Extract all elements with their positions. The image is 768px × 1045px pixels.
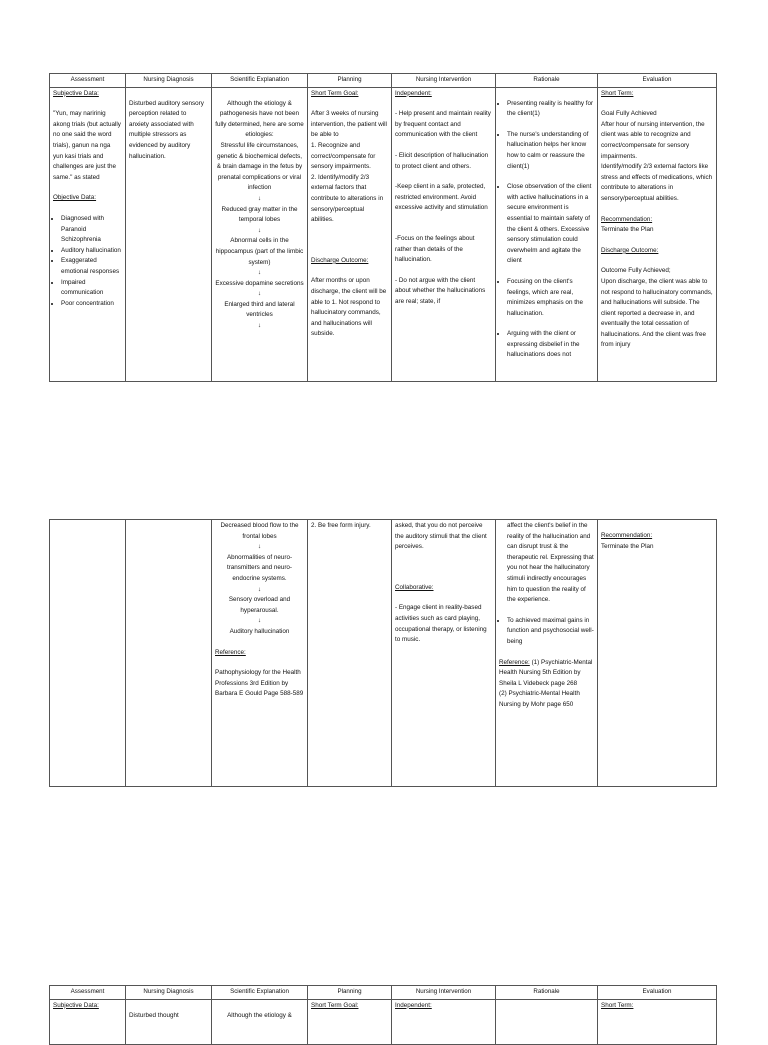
short-term-goal-item: 2. Identify/modify 2/3 external factors that contribute to alterations in sensory/perceptual abilities. [311, 173, 384, 224]
recommendation-text: Terminate the Plan [601, 226, 654, 234]
header-rationale: Rationale [496, 986, 598, 1000]
reference-text: (1) Psychiatric-Mental Health Nursing 5th Edition by Sheila L Videbeck page 268 [499, 658, 593, 687]
table-row [50, 999, 717, 1044]
evaluation-cell [598, 520, 717, 787]
planning-item: 2. Be free form injury. [311, 522, 371, 529]
explanation-intro: Although the etiology & [227, 1011, 292, 1019]
discharge-outcome-label: Discharge Outcome: [311, 256, 369, 264]
arrow-down-icon: ↓ [257, 290, 262, 298]
arrow-down-icon: ↓ [257, 226, 262, 234]
collaborative-text: - Engage client in reality-based activities such as card playing, occupational therapy, or listening to music. [395, 604, 487, 644]
diagnosis-cell [126, 87, 212, 381]
short-term-goal-item: 1. Recognize and correct/compensate for sensory impairments. [311, 141, 376, 171]
explanation-cell [212, 520, 308, 787]
header-assessment: Assessment [50, 986, 126, 1000]
recommendation-label: Recommendation: [601, 215, 653, 223]
explanation-step: Auditory hallucination [229, 627, 290, 635]
explanation-step: Abnormalities of neuro-transmitters and neuro-endocrine systems. [226, 553, 293, 582]
subjective-data-label: Subjective Data: [53, 1001, 99, 1009]
explanation-step: Abnormal cells in the hippocampus (part of the limbic system) [215, 237, 304, 266]
diagnosis-cell [126, 520, 212, 787]
list-item: • Focusing on the client's feelings, which are real, minimizes emphasis on the hallucination. [507, 277, 594, 319]
short-term-text-2: Identify/modify 2/3 external factors like stress and effects of medications, which contribute to alterations in sensory/perceptual abilities. [601, 163, 713, 202]
short-term-label: Short Term: [601, 1001, 634, 1009]
explanation-etiology: Stressful life circumstances, genetic & biochemical defects, & brain damage in the fetus by prenatal complications or viral infection [216, 141, 303, 192]
explanation-cell [212, 999, 308, 1044]
intervention-cell [392, 999, 496, 1044]
intervention-item: - Do not argue with the client about whether the hallucinations are real; state, if [395, 276, 486, 305]
header-assessment: Assessment [50, 74, 126, 88]
short-term-text: After hour of nursing intervention, the client was able to recognize and correct/compensate for sensory impairments. [601, 120, 705, 160]
evaluation-cell [598, 999, 717, 1044]
nursing-diagnosis-text: Disturbed auditory sensory perception related to anxiety associated with multiple stressors as evidenced by auditory hallucination. [129, 99, 204, 160]
explanation-step: Reduced gray matter in the temporal lobes [221, 205, 298, 224]
independent-label: Independent: [395, 89, 432, 97]
rationale-cell [496, 999, 598, 1044]
explanation-intro: Although the etiology & pathogenesis have not been fully determined, here are some etiologies: [215, 99, 304, 139]
independent-label: Independent: [395, 1001, 432, 1009]
rationale-list [499, 616, 594, 648]
rationale-list [499, 99, 594, 361]
discharge-outcome-text: After months or upon discharge, the client will be able to 1. Not respond to hallucinatory commands, and hallucinations will subside. [311, 277, 387, 338]
intervention-item: - Elicit description of hallucination to protect client and others. [395, 151, 489, 170]
arrow-down-icon: ↓ [257, 269, 262, 277]
arrow-down-icon: ↓ [257, 585, 262, 593]
subjective-data-text: "Yun, may naririnig akong trials (but actually no one said the word trials), ganun na nga yun kasi trials and challenges are just the same." as stated [53, 110, 121, 181]
short-term-goal-label: Short Term Goal: [311, 1001, 359, 1009]
discharge-text: Upon discharge, the client was able to not respond to hallucinatory commands, and hallucinations will subside. The client reported a decrease in, and eventually the total cessation of hallucinations. And the client was free from injury [601, 277, 713, 349]
header-nursing-intervention: Nursing Intervention [392, 986, 496, 1000]
care-plan-table-page-1 [49, 73, 717, 382]
recommendation-label: Recommendation: [601, 532, 653, 539]
discharge-status: Outcome Fully Achieved; [601, 267, 671, 275]
evaluation-cell [598, 87, 717, 381]
header-scientific-explanation: Scientific Explanation [212, 986, 308, 1000]
header-nursing-intervention: Nursing Intervention [392, 74, 496, 88]
explanation-cell [212, 87, 308, 381]
reference-text: Pathophysiology for the Health Professions 3rd Edition by Barbara E Gould Page 588-589 [215, 669, 304, 698]
care-plan-table-page-3 [49, 985, 717, 1045]
intervention-continued: asked, that you do not perceive the auditory stimuli that the client perceives. [395, 522, 487, 551]
reference-text-2: (2) Psychiatric-Mental Health Nursing by Mohr page 650 [499, 690, 580, 708]
arrow-down-icon: ↓ [257, 322, 262, 330]
header-nursing-diagnosis: Nursing Diagnosis [126, 986, 212, 1000]
list-item: • Impaired communication [61, 278, 122, 299]
header-nursing-diagnosis: Nursing Diagnosis [126, 74, 212, 88]
list-item: • Presenting reality is healthy for the client(1) [507, 99, 594, 120]
rationale-continued: affect the client's belief in the reality of the hallucination and can disrupt trust & the therapeutic rel. Expressing that you not hear the hallucinatory stimuli indirectly encourages him to question the reality of the experience. [507, 522, 594, 604]
list-item: • Auditory hallucination [61, 246, 122, 257]
planning-cell [308, 520, 392, 787]
reference-label: Reference: [215, 648, 246, 656]
list-item: • Arguing with the client or expressing disbelief in the hallucinations does not [507, 329, 594, 361]
table-row [50, 520, 717, 787]
arrow-down-icon: ↓ [257, 543, 262, 551]
short-term-goal-label: Short Term Goal: [311, 89, 359, 97]
list-item: • To achieved maximal gains in function and psychosocial well-being [507, 616, 594, 648]
header-planning: Planning [308, 986, 392, 1000]
assessment-cell [50, 520, 126, 787]
explanation-step: Sensory overload and hyperarousal. [228, 596, 291, 614]
intervention-item: -Focus on the feelings about rather than details of the hallucination. [395, 234, 475, 264]
planning-cell [308, 999, 392, 1044]
recommendation-text: Terminate the Plan [601, 542, 654, 550]
rationale-cell [496, 87, 598, 381]
short-term-label: Short Term: [601, 89, 634, 97]
list-item: • The nurse's understanding of hallucination helps her know how to calm or reassure the client(1) [507, 130, 594, 172]
subjective-data-label: Subjective Data: [53, 89, 99, 97]
collaborative-label: Collaborative: [395, 583, 434, 591]
reference-label: Reference: [499, 658, 530, 666]
objective-data-label: Objective Data: [53, 194, 97, 202]
header-evaluation: Evaluation [598, 74, 717, 88]
arrow-down-icon: ↓ [257, 194, 262, 202]
objective-data-list [53, 214, 122, 309]
table-row [50, 87, 717, 381]
header-planning: Planning [308, 74, 392, 88]
intervention-item: - Help present and maintain reality by frequent contact and communication with the client [395, 110, 491, 139]
list-item: • Exaggerated emotional responses [61, 256, 122, 277]
list-item: • Diagnosed with Paranoid Schizophrenia [61, 214, 122, 246]
header-evaluation: Evaluation [598, 986, 717, 1000]
diagnosis-cell [126, 999, 212, 1044]
short-term-status: Goal Fully Achieved [601, 110, 657, 118]
arrow-down-icon: ↓ [257, 617, 262, 625]
intervention-cell [392, 520, 496, 787]
assessment-cell [50, 999, 126, 1044]
rationale-cell [496, 520, 598, 787]
header-rationale: Rationale [496, 74, 598, 88]
intervention-cell [392, 87, 496, 381]
header-scientific-explanation: Scientific Explanation [212, 74, 308, 88]
discharge-outcome-label: Discharge Outcome: [601, 246, 659, 254]
planning-cell [308, 87, 392, 381]
nursing-diagnosis-text: Disturbed thought [129, 1011, 179, 1019]
explanation-step: Enlarged third and lateral ventricles [224, 300, 295, 319]
explanation-step: Excessive dopamine secretions [215, 279, 304, 287]
table-header-row [50, 986, 717, 1000]
list-item: • Close observation of the client with active hallucinations in a secure environment is essential to maintain safety of the client & others. Excessive sensory stimulation could overwhelm and agitate the client [507, 182, 594, 267]
list-item: • Poor concentration [61, 299, 122, 310]
intervention-item: -Keep client in a safe, protected, restricted environment. Avoid excessive activity and stimulation [395, 183, 488, 212]
assessment-cell [50, 87, 126, 381]
short-term-goal-text: After 3 weeks of nursing intervention, the patient will be able to [311, 110, 387, 139]
table-header-row [50, 74, 717, 88]
explanation-step: Decreased blood flow to the frontal lobes [220, 522, 299, 540]
care-plan-table-page-2 [49, 519, 717, 787]
